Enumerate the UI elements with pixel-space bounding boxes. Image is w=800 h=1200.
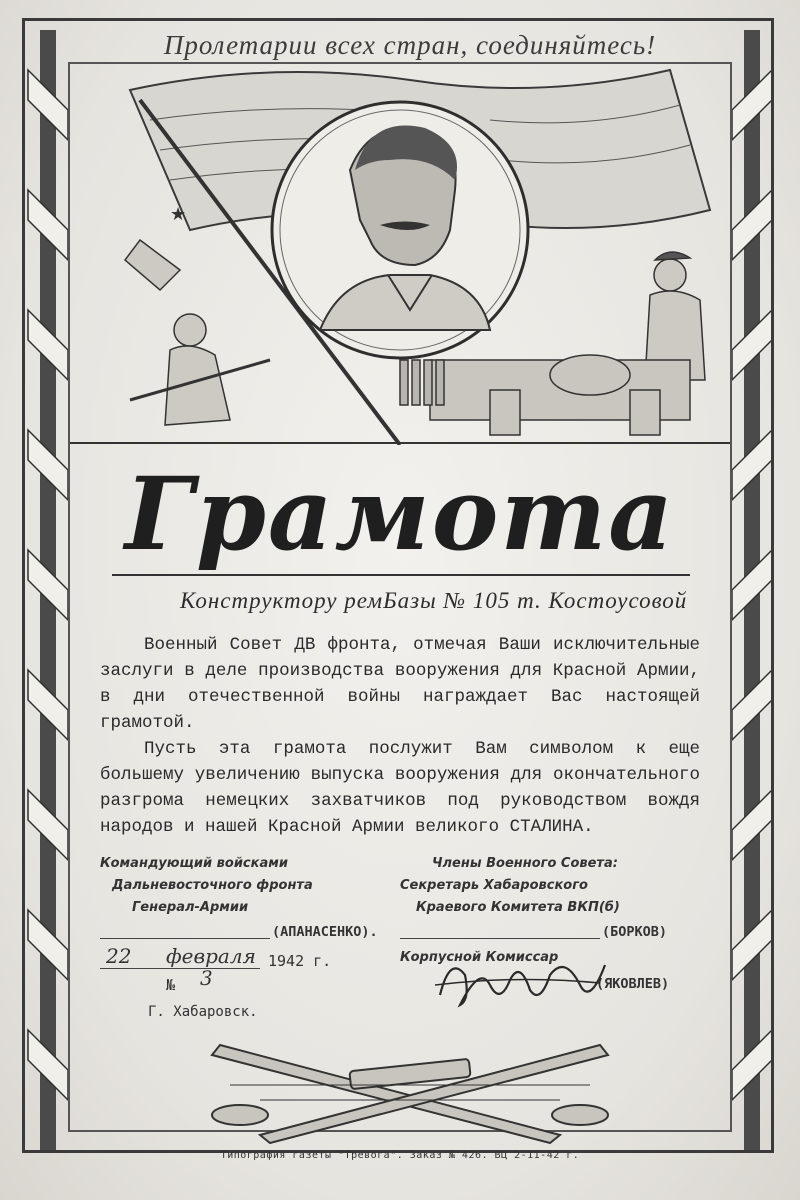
printer-footer: Типография газеты "Тревога". Заказ № 426. ВЦ 2-11-42 г. bbox=[220, 1150, 580, 1161]
crossed-weapons-decoration bbox=[200, 1025, 620, 1145]
date-rule bbox=[100, 968, 260, 969]
certificate-body bbox=[100, 632, 700, 840]
city-line: Г. Хабаровск. bbox=[148, 1004, 258, 1020]
date-month: февраля bbox=[166, 944, 256, 968]
right-signatory-line1: Секретарь Хабаровского bbox=[400, 878, 588, 893]
date-day: 22 bbox=[106, 944, 132, 968]
handwritten-signature bbox=[430, 945, 610, 1015]
header-illustration bbox=[70, 60, 730, 445]
recipient-line: Конструктору ремБазы № 105 т. Костоусовой bbox=[180, 588, 688, 613]
left-signatory-line2: Дальневосточного фронта bbox=[112, 878, 313, 893]
body-paragraph: Военный Совет ДВ фронта, отмечая Ваши исключительные заслуги в деле производства вооружения для Красной Армии, в дни отечественной войны награждает Вас настоящей грамотой. bbox=[100, 635, 700, 733]
motto-banner: Пролетарии всех стран, соединяйтесь! bbox=[163, 30, 657, 60]
title-underline bbox=[112, 574, 690, 576]
right-signatory-name2: (ЯКОВЛЕВ) bbox=[596, 976, 670, 992]
left-signatory-line1: Командующий войсками bbox=[100, 856, 288, 871]
right-signature-rule bbox=[400, 938, 600, 939]
number-label: № bbox=[166, 976, 176, 994]
date-year: 1942 г. bbox=[268, 952, 332, 970]
left-signatory-line3: Генерал-Армии bbox=[132, 900, 249, 915]
right-signatory-name1: (БОРКОВ) bbox=[602, 924, 668, 940]
document-title: Грамота bbox=[124, 455, 676, 573]
svg-text:★: ★ bbox=[170, 204, 187, 225]
body-paragraph: Пусть эта грамота послужит Вам символом к еще большему увеличению выпуска вооружения для окончательного разгрома немецких захватчиков под руководством вождя народов и нашей Красной Армии великого СТАЛИНА. bbox=[100, 739, 700, 837]
left-signature-rule bbox=[100, 938, 270, 939]
council-members-heading: Члены Военного Совета: bbox=[432, 856, 618, 871]
lathe-machinery bbox=[400, 355, 690, 435]
right-signatory-line2: Краевого Комитета ВКП(б) bbox=[416, 900, 620, 915]
right-signatory-title2: Корпусной Комиссар bbox=[400, 950, 559, 965]
number-value: 3 bbox=[200, 966, 213, 990]
left-signatory-name: (АПАНАСЕНКО). bbox=[272, 924, 378, 940]
soldier-figure bbox=[125, 240, 270, 425]
